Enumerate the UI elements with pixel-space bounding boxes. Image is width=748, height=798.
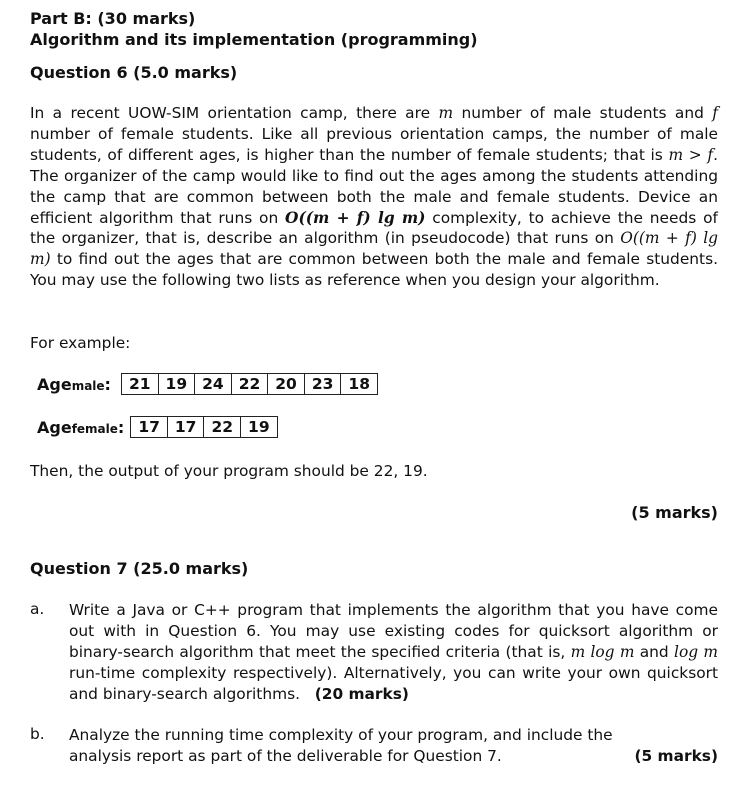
q7-title: Question 7 (25.0 marks) [30, 559, 249, 578]
part-subtitle: Algorithm and its implementation (programming) [30, 30, 478, 49]
female-ages-cells [131, 417, 277, 438]
q6-text-4: . The organizer of the camp would like to find out the ages among the students attending the camp that are common between both the male and female students. Device an efficient algorithm that runs on [30, 145, 718, 227]
q6-text-2: number of male students and [461, 104, 704, 122]
male-label-colon: : [104, 374, 111, 394]
female-age-cell: 19 [241, 417, 278, 438]
q7-b-text-2: analysis report as part of the deliverable for Question 7. [69, 746, 502, 765]
male-label-sub: male [71, 378, 105, 393]
male-ages-row [37, 373, 378, 395]
q6-var-m: m [438, 104, 454, 122]
q7-item-b-label: b. [30, 725, 45, 743]
female-label-sub: female [71, 421, 118, 436]
q6-complexity-bold: O((m + f) lg m) [285, 208, 426, 227]
q7-item-a-label: a. [30, 600, 45, 618]
q7-item-b-body [69, 725, 718, 767]
q7-a-and: and [639, 642, 669, 661]
male-age-cell: 24 [195, 374, 232, 395]
q6-paragraph [30, 103, 718, 291]
q6-text-5: complexity, to achieve the needs of the organizer, that is, describe an algorithm (in pseudocode) that runs on [30, 208, 718, 248]
female-age-cell: 17 [131, 417, 168, 438]
q7-a-text-1: Write a Java or C++ program that implements the algorithm that you have come out with in Question 6. You may use existing codes for quicksort algorithm or binary-search algorithm that meet the specified criteria (that is, [69, 601, 718, 661]
q7-item-a-body [69, 600, 718, 705]
male-age-cell: 18 [341, 374, 378, 395]
q6-marks: (5 marks) [631, 503, 718, 522]
female-label-colon: : [117, 417, 125, 437]
female-ages-row [37, 416, 278, 438]
q7-a-text-2: run-time complexity respectively). Alternatively, you can write your own quicksort and binary-search algorithms. [69, 663, 718, 703]
header [30, 6, 718, 50]
part-heading: Part B: (30 marks) [30, 9, 196, 28]
q7-item-b [30, 725, 718, 767]
q6-inequality: m > f [668, 145, 714, 164]
female-label-text: Age [37, 417, 72, 437]
q7-b-last-line [69, 746, 718, 767]
q6-complexity: O((m + f) lg m) [30, 229, 718, 269]
q6-title: Question 6 (5.0 marks) [30, 63, 238, 82]
female-ages-table [130, 416, 277, 438]
q7-item-a [30, 600, 718, 705]
male-age-cell: 23 [304, 374, 341, 395]
male-age-cell: 19 [158, 374, 195, 395]
male-ages-table [121, 373, 378, 395]
male-ages-label [37, 375, 111, 394]
q7-b-marks: (5 marks) [634, 746, 718, 765]
female-age-cell: 22 [204, 417, 241, 438]
q6-text-1: In a recent UOW-SIM orientation camp, there are [30, 104, 431, 122]
male-label-text: Age [37, 374, 72, 394]
female-age-cell: 17 [167, 417, 204, 438]
q7-b-text-1: Analyze the running time complexity of your program, and include the [69, 726, 613, 744]
for-example-label: For example: [30, 334, 131, 352]
q7-a-marks: (20 marks) [314, 684, 409, 703]
male-age-cell: 22 [231, 374, 268, 395]
q6-var-f: f [712, 104, 718, 122]
male-age-cell: 20 [268, 374, 305, 395]
q7-a-mlogm: m log m [570, 642, 635, 661]
q6-output-text: Then, the output of your program should be 22, 19. [30, 462, 428, 480]
q7-a-logm: log m [674, 642, 718, 661]
male-ages-cells [121, 374, 377, 395]
female-ages-label [37, 418, 124, 437]
q6-text-3: number of female students. Like all previous orientation camps, the number of male students, of different ages, is higher than the number of female students; that is [30, 124, 718, 164]
q6-text-6: to find out the ages that are common between both the male and female students. You may use the following two lists as reference when you design your algorithm. [30, 250, 718, 290]
male-age-cell: 21 [121, 374, 158, 395]
